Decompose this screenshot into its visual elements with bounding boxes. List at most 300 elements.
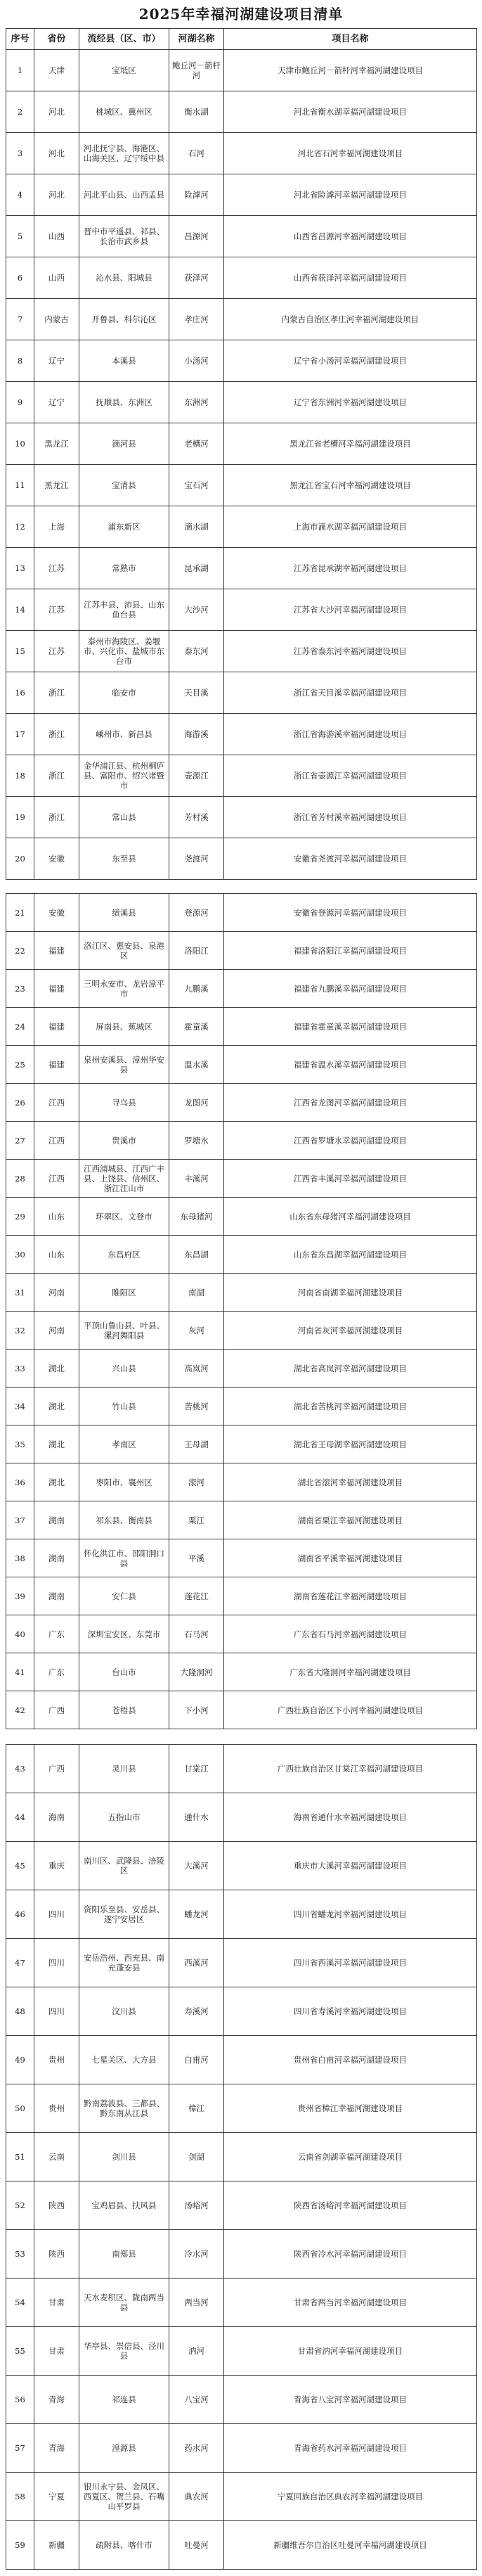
cell-project-name: 四川省蟠龙河幸福河湖建设项目 [224,1890,477,1939]
cell-row-number: 22 [6,932,34,970]
cell-river-name: 罗塘水 [169,1122,224,1160]
cell-river-name: 九鹏溪 [169,970,224,1008]
cell-row-number: 43 [6,1745,34,1793]
cell-counties: 安仁县 [79,1577,169,1615]
cell-project-name: 湖北省苦桃河幸福河湖建设项目 [224,1388,477,1425]
cell-counties: 江西浦城县、江西广丰县、上饶县、信州区、浙江江山市 [79,1160,169,1198]
cell-counties: 绩溪县 [79,894,169,932]
cell-row-number: 23 [6,970,34,1008]
cell-river-name: 药水河 [169,2424,224,2473]
cell-project-name: 广东省石马河幸福河湖建设项目 [224,1615,477,1653]
cell-project-name: 上海市滴水湖幸福河湖建设项目 [224,506,477,548]
cell-row-number: 15 [6,631,34,672]
cell-counties: 屏南县、蕉城区 [79,1008,169,1046]
cell-river-name: 平溪 [169,1539,224,1577]
table-row [6,797,477,838]
cell-row-number: 1 [6,50,34,91]
cell-row-number: 46 [6,1890,34,1939]
cell-river-name: 壶源江 [169,755,224,797]
cell-river-name: 温水溪 [169,1046,224,1084]
cell-row-number: 40 [6,1615,34,1653]
cell-river-name: 获泽河 [169,257,224,299]
cell-row-number: 25 [6,1046,34,1084]
table-row [6,340,477,382]
cell-river-name: 吐曼河 [169,2521,224,2570]
cell-river-name: 东昌湖 [169,1236,224,1274]
cell-province: 江西 [34,1160,79,1198]
table-row [6,1691,477,1729]
cell-counties: 晋中市平遥县、祁县、长治市武乡县 [79,216,169,257]
cell-province: 江西 [34,1122,79,1160]
cell-river-name: 寿溪河 [169,1987,224,2036]
cell-province: 河北 [34,91,79,133]
cell-river-name: 霍童溪 [169,1008,224,1046]
cell-row-number: 44 [6,1793,34,1842]
column-header-province: 省份 [34,29,79,50]
cell-project-name: 辽宁省东洲河幸福河湖建设项目 [224,382,477,423]
cell-river-name: 东洲河 [169,382,224,423]
table-row [6,1842,477,1890]
cell-counties: 泰州市海陵区、姜堰市、兴化市、盐城市东台市 [79,631,169,672]
cell-counties: 抚顺县、东洲区 [79,382,169,423]
cell-counties: 孝南区 [79,1425,169,1463]
table-row [6,2376,477,2424]
cell-counties: 天水麦积区、陇南两当县 [79,2279,169,2327]
cell-river-name: 天目溪 [169,672,224,714]
cell-river-name: 汭河 [169,2327,224,2376]
cell-project-name: 广东省大隆洞河幸福河湖建设项目 [224,1653,477,1691]
cell-project-name: 湖南省栗江幸福河湖建设项目 [224,1501,477,1539]
cell-river-name: 衡水湖 [169,91,224,133]
cell-row-number: 30 [6,1236,34,1274]
cell-province: 湖南 [34,1501,79,1539]
table-row [6,1312,477,1350]
cell-province: 湖北 [34,1425,79,1463]
cell-project-name: 河北省衡水湖幸福河湖建设项目 [224,91,477,133]
cell-counties: 银川永宁县、金凤区、西夏区、贺兰县、石嘴山平罗县 [79,2473,169,2521]
cell-counties: 华亭县、崇信县、泾川县 [79,2327,169,2376]
table-row [6,1425,477,1463]
cell-province: 湖南 [34,1539,79,1577]
cell-project-name: 甘肃省汭河幸福河湖建设项目 [224,2327,477,2376]
cell-project-name: 贵州省白甫河幸福河湖建设项目 [224,2036,477,2084]
cell-province: 浙江 [34,672,79,714]
cell-river-name: 东母猪河 [169,1198,224,1236]
project-table-part-2 [6,893,477,1729]
table-row [6,1987,477,2036]
cell-counties: 汶川县 [79,1987,169,2036]
cell-province: 浙江 [34,714,79,755]
cell-counties: 嵊州市、新昌县 [79,714,169,755]
table-row [6,465,477,506]
cell-river-name: 老槽河 [169,423,224,465]
table-row [6,755,477,797]
cell-province: 陕西 [34,2230,79,2279]
cell-counties: 宝鸡眉县、扶风县 [79,2181,169,2230]
cell-row-number: 50 [6,2084,34,2133]
cell-province: 福建 [34,1046,79,1084]
cell-province: 青海 [34,2376,79,2424]
cell-province: 四川 [34,1939,79,1987]
cell-river-name: 滴水湖 [169,506,224,548]
table-row [6,589,477,631]
cell-river-name: 灰河 [169,1312,224,1350]
cell-row-number: 8 [6,340,34,382]
cell-counties: 桃城区、冀州区 [79,91,169,133]
cell-project-name: 江苏省泰东河幸福河湖建设项目 [224,631,477,672]
table-row [6,2181,477,2230]
cell-province: 贵州 [34,2036,79,2084]
cell-counties: 三明永安市、龙岩漳平市 [79,970,169,1008]
table-row [6,631,477,672]
table-row [6,2521,477,2570]
cell-counties: 苍梧县 [79,1691,169,1729]
cell-row-number: 35 [6,1425,34,1463]
cell-row-number: 28 [6,1160,34,1198]
cell-counties: 五指山市 [79,1793,169,1842]
cell-river-name: 南湖 [169,1274,224,1312]
table-row [6,714,477,755]
cell-project-name: 青海省药水河幸福河湖建设项目 [224,2424,477,2473]
cell-river-name: 甘棠江 [169,1745,224,1793]
cell-province: 湖北 [34,1388,79,1425]
cell-project-name: 新疆维吾尔自治区吐曼河幸福河湖建设项目 [224,2521,477,2570]
cell-counties: 滴河县 [79,423,169,465]
cell-river-name: 险滹河 [169,174,224,216]
cell-counties: 疏附县、喀什市 [79,2521,169,2570]
cell-province: 福建 [34,1008,79,1046]
cell-row-number: 11 [6,465,34,506]
table-row [6,1501,477,1539]
cell-project-name: 内蒙古自治区孝庄河幸福河湖建设项目 [224,299,477,340]
cell-counties: 宝坻区 [79,50,169,91]
cell-row-number: 16 [6,672,34,714]
cell-row-number: 49 [6,2036,34,2084]
cell-counties: 台山市 [79,1653,169,1691]
cell-river-name: 大隆洞河 [169,1653,224,1691]
cell-row-number: 24 [6,1008,34,1046]
cell-counties: 祁连县 [79,2376,169,2424]
table-row [6,257,477,299]
cell-province: 上海 [34,506,79,548]
cell-counties: 江苏丰县、沛县、山东鱼台县 [79,589,169,631]
cell-project-name: 青海省八宝河幸福河湖建设项目 [224,2376,477,2424]
table-row [6,970,477,1008]
cell-river-name: 冷水河 [169,2230,224,2279]
cell-project-name: 四川省西溪河幸福河湖建设项目 [224,1939,477,1987]
table-row [6,1939,477,1987]
cell-row-number: 6 [6,257,34,299]
cell-project-name: 浙江省天目溪幸福河湖建设项目 [224,672,477,714]
cell-project-name: 四川省寿溪河幸福河湖建设项目 [224,1987,477,2036]
column-header-row-number: 序号 [6,29,34,50]
cell-province: 河北 [34,133,79,174]
cell-counties: 东至县 [79,838,169,880]
table-row [6,1274,477,1312]
table-row [6,1008,477,1046]
cell-row-number: 33 [6,1350,34,1388]
cell-river-name: 高岚河 [169,1350,224,1388]
cell-river-name: 龙图河 [169,1084,224,1122]
table-row [6,1122,477,1160]
cell-river-name: 登源河 [169,894,224,932]
cell-river-name: 莲花江 [169,1577,224,1615]
cell-counties: 环翠区、文登市 [79,1198,169,1236]
cell-counties: 金华浦江县、杭州桐庐县、富阳市、绍兴诸暨市 [79,755,169,797]
cell-river-name: 昌源河 [169,216,224,257]
table-row [6,1793,477,1842]
cell-province: 广东 [34,1653,79,1691]
cell-river-name: 樟江 [169,2084,224,2133]
cell-province: 山西 [34,216,79,257]
column-header-river-name: 河湖名称 [169,29,224,50]
cell-province: 湖北 [34,1350,79,1388]
cell-river-name: 八宝河 [169,2376,224,2424]
cell-project-name: 江苏省昆承湖幸福河湖建设项目 [224,548,477,589]
cell-counties: 睢阳区 [79,1274,169,1312]
cell-project-name: 江西省龙图河幸福河湖建设项目 [224,1084,477,1122]
cell-counties: 资阳乐至县、安岳县、遂宁安居区 [79,1890,169,1939]
table-row [6,1745,477,1793]
project-table-part-1 [6,28,477,880]
cell-counties: 河北抚宁县、海港区、山海关区、辽宁绥中县 [79,133,169,174]
table-row [6,91,477,133]
cell-river-name: 孝庄河 [169,299,224,340]
table-row [6,932,477,970]
cell-province: 福建 [34,970,79,1008]
cell-project-name: 福建省霍童溪幸福河湖建设项目 [224,1008,477,1046]
table-row [6,1388,477,1425]
cell-row-number: 39 [6,1577,34,1615]
table-row [6,50,477,91]
cell-row-number: 12 [6,506,34,548]
cell-project-name: 山西省获泽河幸福河湖建设项目 [224,257,477,299]
cell-province: 四川 [34,1987,79,2036]
table-row [6,2230,477,2279]
cell-row-number: 17 [6,714,34,755]
cell-province: 山东 [34,1236,79,1274]
cell-province: 广西 [34,1745,79,1793]
cell-project-name: 陕西省冷水河幸福河湖建设项目 [224,2230,477,2279]
cell-counties: 平顶山鲁山县、叶县、漯河舞阳县 [79,1312,169,1350]
table-row [6,2424,477,2473]
cell-row-number: 31 [6,1274,34,1312]
column-header-project-name: 项目名称 [224,29,477,50]
cell-project-name: 江西省丰溪河幸福河湖建设项目 [224,1160,477,1198]
cell-project-name: 广西壮族自治区甘棠江幸福河湖建设项目 [224,1745,477,1793]
cell-province: 福建 [34,932,79,970]
cell-project-name: 海南省通什水幸福河湖建设项目 [224,1793,477,1842]
cell-river-name: 泰东河 [169,631,224,672]
cell-river-name: 通什水 [169,1793,224,1842]
cell-river-name: 石河 [169,133,224,174]
cell-province: 江苏 [34,631,79,672]
cell-row-number: 42 [6,1691,34,1729]
cell-counties: 开鲁县、科尔沁区 [79,299,169,340]
cell-river-name: 石马河 [169,1615,224,1653]
cell-counties: 剑川县 [79,2133,169,2181]
cell-project-name: 甘肃省两当河幸福河湖建设项目 [224,2279,477,2327]
cell-row-number: 37 [6,1501,34,1539]
cell-project-name: 贵州省樟江幸福河湖建设项目 [224,2084,477,2133]
cell-river-name: 洛阳江 [169,932,224,970]
cell-river-name: 宝石河 [169,465,224,506]
table-header-row [6,29,477,50]
cell-counties: 泉州安溪县、漳州华安县 [79,1046,169,1084]
cell-project-name: 福建省九鹏溪幸福河湖建设项目 [224,970,477,1008]
cell-province: 重庆 [34,1842,79,1890]
cell-project-name: 辽宁省小汤河幸福河湖建设项目 [224,340,477,382]
cell-counties: 河北平山县、山西孟县 [79,174,169,216]
cell-row-number: 58 [6,2473,34,2521]
cell-province: 黑龙江 [34,423,79,465]
cell-river-name: 西溪河 [169,1939,224,1987]
table-row [6,1653,477,1691]
cell-project-name: 重庆市大溪河幸福河湖建设项目 [224,1842,477,1890]
cell-province: 天津 [34,50,79,91]
table-row [6,506,477,548]
cell-province: 青海 [34,2424,79,2473]
cell-counties: 寻乌县 [79,1084,169,1122]
cell-river-name: 两当河 [169,2279,224,2327]
cell-row-number: 26 [6,1084,34,1122]
cell-river-name: 大溪河 [169,1842,224,1890]
cell-counties: 东昌府区 [79,1236,169,1274]
cell-counties: 临安市 [79,672,169,714]
cell-province: 贵州 [34,2084,79,2133]
cell-province: 浙江 [34,797,79,838]
cell-river-name: 小汤河 [169,340,224,382]
cell-counties: 深圳宝安区、东莞市 [79,1615,169,1653]
cell-province: 江苏 [34,589,79,631]
cell-counties: 南川区、武隆县、涪陵区 [79,1842,169,1890]
cell-row-number: 47 [6,1939,34,1987]
cell-province: 河北 [34,174,79,216]
cell-row-number: 19 [6,797,34,838]
table-row [6,133,477,174]
table-row [6,174,477,216]
cell-project-name: 湖南省平溪幸福河湖建设项目 [224,1539,477,1577]
table-row [6,1350,477,1388]
table-row [6,548,477,589]
cell-counties: 灵川县 [79,1745,169,1793]
table-row [6,838,477,880]
cell-province: 山西 [34,257,79,299]
cell-row-number: 53 [6,2230,34,2279]
page-title: 2025年幸福河湖建设项目清单 [138,6,344,23]
cell-counties: 常熟市 [79,548,169,589]
cell-river-name: 苦桃河 [169,1388,224,1425]
cell-project-name: 天津市鲍丘河－箭杆河幸福河湖建设项目 [224,50,477,91]
cell-project-name: 山东省东母猪河幸福河湖建设项目 [224,1198,477,1236]
cell-project-name: 陕西省汤峪河幸福河湖建设项目 [224,2181,477,2230]
cell-row-number: 9 [6,382,34,423]
cell-row-number: 27 [6,1122,34,1160]
cell-row-number: 38 [6,1539,34,1577]
cell-province: 宁夏 [34,2473,79,2521]
cell-counties: 兴山县 [79,1350,169,1388]
cell-province: 甘肃 [34,2279,79,2327]
table-row [6,894,477,932]
cell-counties: 浦东新区 [79,506,169,548]
cell-province: 安徽 [34,838,79,880]
table-row [6,423,477,465]
cell-counties: 安岳浩州、西充县、南充蓬安县 [79,1939,169,1987]
table-row [6,216,477,257]
table-row [6,2327,477,2376]
cell-row-number: 36 [6,1463,34,1501]
cell-row-number: 29 [6,1198,34,1236]
cell-row-number: 21 [6,894,34,932]
cell-row-number: 45 [6,1842,34,1890]
table-row [6,1046,477,1084]
cell-river-name: 典农河 [169,2473,224,2521]
cell-project-name: 江西省罗塘水幸福河湖建设项目 [224,1122,477,1160]
cell-province: 广东 [34,1615,79,1653]
cell-river-name: 剑湖 [169,2133,224,2181]
cell-river-name: 汤峪河 [169,2181,224,2230]
cell-row-number: 4 [6,174,34,216]
cell-row-number: 59 [6,2521,34,2570]
cell-river-name: 丰溪河 [169,1160,224,1198]
cell-river-name: 栗江 [169,1501,224,1539]
cell-row-number: 48 [6,1987,34,2036]
cell-project-name: 黑龙江省宝石河幸福河湖建设项目 [224,465,477,506]
cell-river-name: 鲍丘河－箭杆河 [169,50,224,91]
cell-row-number: 2 [6,91,34,133]
table-row [6,299,477,340]
cell-province: 黑龙江 [34,465,79,506]
table-row [6,1463,477,1501]
cell-project-name: 山东省东昌湖幸福河湖建设项目 [224,1236,477,1274]
cell-province: 陕西 [34,2181,79,2230]
cell-row-number: 52 [6,2181,34,2230]
cell-province: 四川 [34,1890,79,1939]
cell-row-number: 41 [6,1653,34,1691]
cell-province: 安徽 [34,894,79,932]
cell-row-number: 34 [6,1388,34,1425]
project-table-part-3 [6,1744,477,2570]
cell-project-name: 云南省剑湖幸福河湖建设项目 [224,2133,477,2181]
cell-counties: 沁水县、阳城县 [79,257,169,299]
cell-project-name: 安徽省登源河幸福河湖建设项目 [224,894,477,932]
cell-row-number: 13 [6,548,34,589]
cell-project-name: 福建省洛阳江幸福河湖建设项目 [224,932,477,970]
cell-project-name: 湖北省王母湖幸福河湖建设项目 [224,1425,477,1463]
cell-counties: 怀化洪江市、邵阳洞口县 [79,1539,169,1577]
cell-river-name: 蟠龙河 [169,1890,224,1939]
cell-province: 山东 [34,1198,79,1236]
cell-counties: 南郑县 [79,2230,169,2279]
cell-project-name: 宁夏回族自治区典农河幸福河湖建设项目 [224,2473,477,2521]
cell-project-name: 浙江省壶源江幸福河湖建设项目 [224,755,477,797]
cell-project-name: 湖北省滚河幸福河湖建设项目 [224,1463,477,1501]
cell-counties: 黔南荔波县、三都县、黔东南从江县 [79,2084,169,2133]
cell-province: 浙江 [34,755,79,797]
cell-row-number: 5 [6,216,34,257]
cell-counties: 本溪县 [79,340,169,382]
cell-counties: 竹山县 [79,1388,169,1425]
cell-province: 河南 [34,1312,79,1350]
cell-row-number: 3 [6,133,34,174]
cell-row-number: 32 [6,1312,34,1350]
column-header-counties: 流经县（区、市） [79,29,169,50]
table-row [6,2279,477,2327]
table-row [6,2084,477,2133]
cell-river-name: 大沙河 [169,589,224,631]
cell-province: 云南 [34,2133,79,2181]
cell-river-name: 白甫河 [169,2036,224,2084]
